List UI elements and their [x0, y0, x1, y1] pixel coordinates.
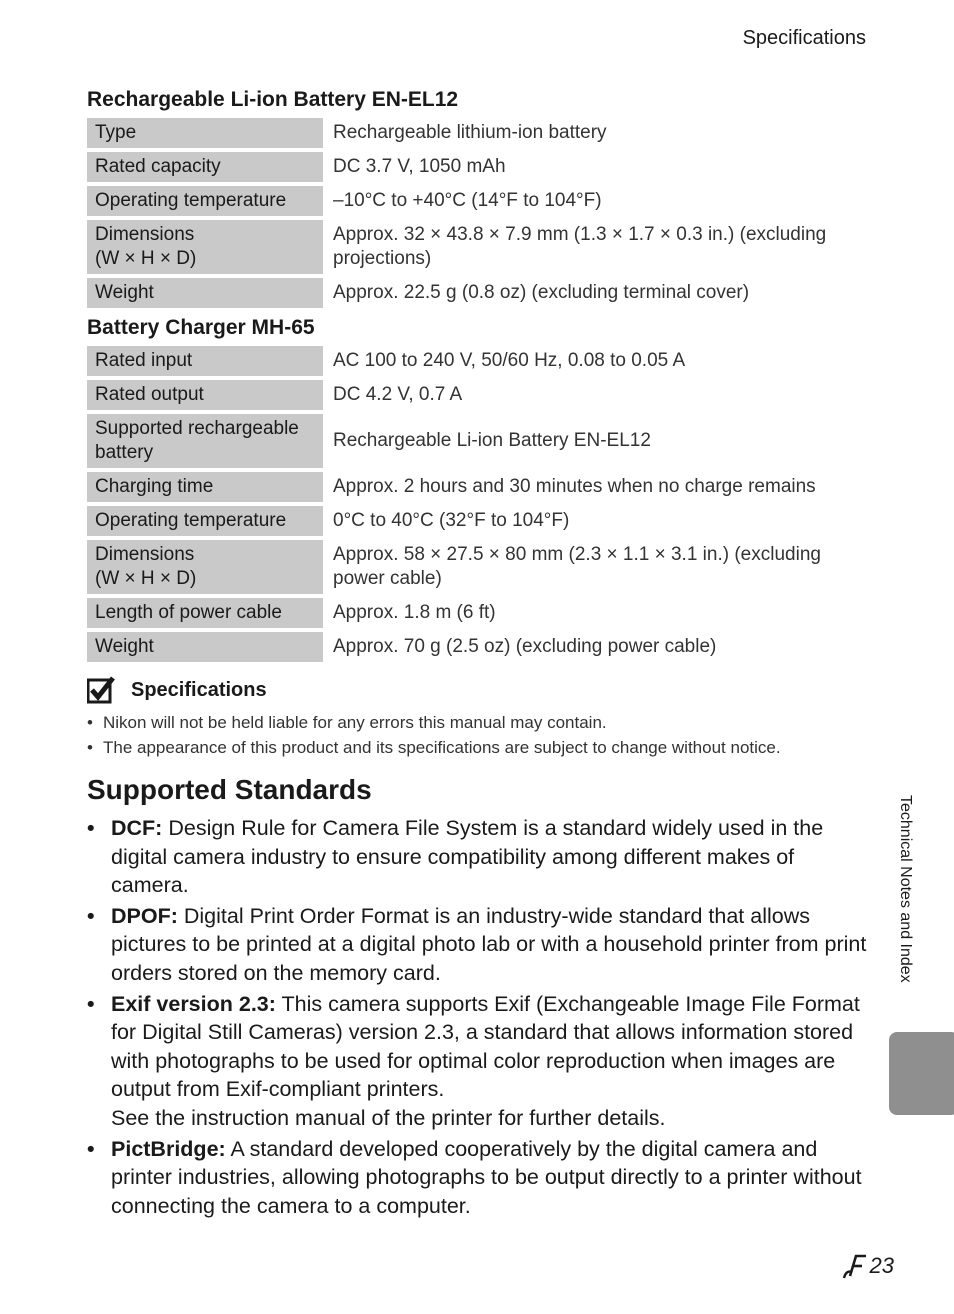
standard-item-exif: • Exif version 2.3: This camera supports Exif (Exchangeable Image File Format for Digital Still Cameras) version 2.3, a standard that allows information stored with photographs to be used for optimal color reproduction when images are output from Exif-compliant printers. See the instruction manual of the printer for further details. [87, 991, 860, 1130]
page-folio [842, 1252, 894, 1280]
reference-f-icon [842, 1252, 868, 1280]
charger-spec-value: Approx. 1.8 m (6 ft) [323, 598, 873, 628]
battery-section-title: Rechargeable Li-ion Battery EN-EL12 [87, 88, 459, 111]
charger-spec-key: Rated output [87, 380, 323, 410]
battery-spec-value: Approx. 32 × 43.8 × 7.9 mm (1.3 × 1.7 × 0.3 in.) (excluding projections) [323, 220, 873, 274]
charger-spec-key: Dimensions (W × H × D) [87, 540, 323, 594]
page-number: 23 [869, 1253, 894, 1278]
battery-spec-row [87, 118, 873, 148]
standards-list [87, 814, 867, 1220]
charger-spec-row [87, 346, 873, 376]
charger-spec-row [87, 472, 873, 502]
battery-spec-row [87, 186, 873, 216]
page-content [87, 86, 867, 1222]
charger-spec-row [87, 380, 873, 410]
charger-spec-value: Approx. 70 g (2.5 oz) (excluding power cable) [323, 632, 873, 662]
note-title: Specifications [131, 678, 267, 701]
note-item: • Nikon will not be held liable for any errors this manual may contain. [87, 710, 867, 735]
note-item: • The appearance of this product and its specifications are subject to change without notice. [87, 735, 867, 760]
section-thumb-tab [889, 1032, 954, 1115]
note-header [87, 676, 867, 704]
charger-spec-value: 0°C to 40°C (32°F to 104°F) [323, 506, 873, 536]
charger-spec-value: DC 4.2 V, 0.7 A [323, 380, 873, 410]
charger-section-title: Battery Charger MH-65 [87, 316, 315, 339]
battery-spec-table [87, 114, 873, 312]
charger-spec-row [87, 598, 873, 628]
charger-spec-value: Approx. 2 hours and 30 minutes when no charge remains [323, 472, 873, 502]
charger-spec-row [87, 540, 873, 594]
battery-spec-key: Type [87, 118, 323, 148]
charger-spec-row [87, 414, 873, 468]
battery-spec-key: Dimensions (W × H × D) [87, 220, 323, 274]
side-section-label: Technical Notes and Index [897, 795, 914, 983]
charger-spec-value: Approx. 58 × 27.5 × 80 mm (2.3 × 1.1 × 3.1 in.) (excluding power cable) [323, 540, 873, 594]
charger-spec-key: Length of power cable [87, 598, 323, 628]
check-note-icon [87, 676, 115, 704]
charger-spec-key: Weight [87, 632, 323, 662]
battery-spec-value: Approx. 22.5 g (0.8 oz) (excluding terminal cover) [323, 278, 873, 308]
standard-item-dpof: • DPOF: Digital Print Order Format is an industry-wide standard that allows pictures to be printed at a digital photo lab or with a household printer from print orders stored on the memory card. [87, 903, 867, 985]
standard-item-dcf: • DCF: Design Rule for Camera File System is a standard widely used in the digital camera industry to ensure compatibility among different makes of camera. [87, 816, 824, 898]
battery-spec-row [87, 278, 873, 308]
charger-spec-value: AC 100 to 240 V, 50/60 Hz, 0.08 to 0.05 A [323, 346, 873, 376]
charger-spec-key: Charging time [87, 472, 323, 502]
battery-spec-value: Rechargeable lithium-ion battery [323, 118, 873, 148]
charger-spec-row [87, 506, 873, 536]
battery-spec-value: –10°C to +40°C (14°F to 104°F) [323, 186, 873, 216]
charger-spec-table [87, 342, 873, 666]
battery-spec-key: Operating temperature [87, 186, 323, 216]
note-list [87, 710, 867, 760]
battery-spec-row [87, 152, 873, 182]
charger-spec-key: Operating temperature [87, 506, 323, 536]
battery-spec-key: Rated capacity [87, 152, 323, 182]
standards-heading: Supported Standards [87, 774, 372, 805]
battery-spec-key: Weight [87, 278, 323, 308]
battery-spec-row [87, 220, 873, 274]
charger-spec-key: Rated input [87, 346, 323, 376]
running-head: Specifications [742, 27, 866, 49]
battery-spec-value: DC 3.7 V, 1050 mAh [323, 152, 873, 182]
standard-item-pictbridge: • PictBridge: A standard developed cooperatively by the digital camera and printer industries, allowing photographs to be output directly to a printer without connecting the camera to a computer. [87, 1136, 862, 1218]
charger-spec-value: Rechargeable Li-ion Battery EN-EL12 [323, 414, 873, 468]
charger-spec-key: Supported rechargeable battery [87, 414, 323, 468]
exif-extra-note: See the instruction manual of the printer for further details. [111, 1105, 666, 1130]
charger-spec-row [87, 632, 873, 662]
